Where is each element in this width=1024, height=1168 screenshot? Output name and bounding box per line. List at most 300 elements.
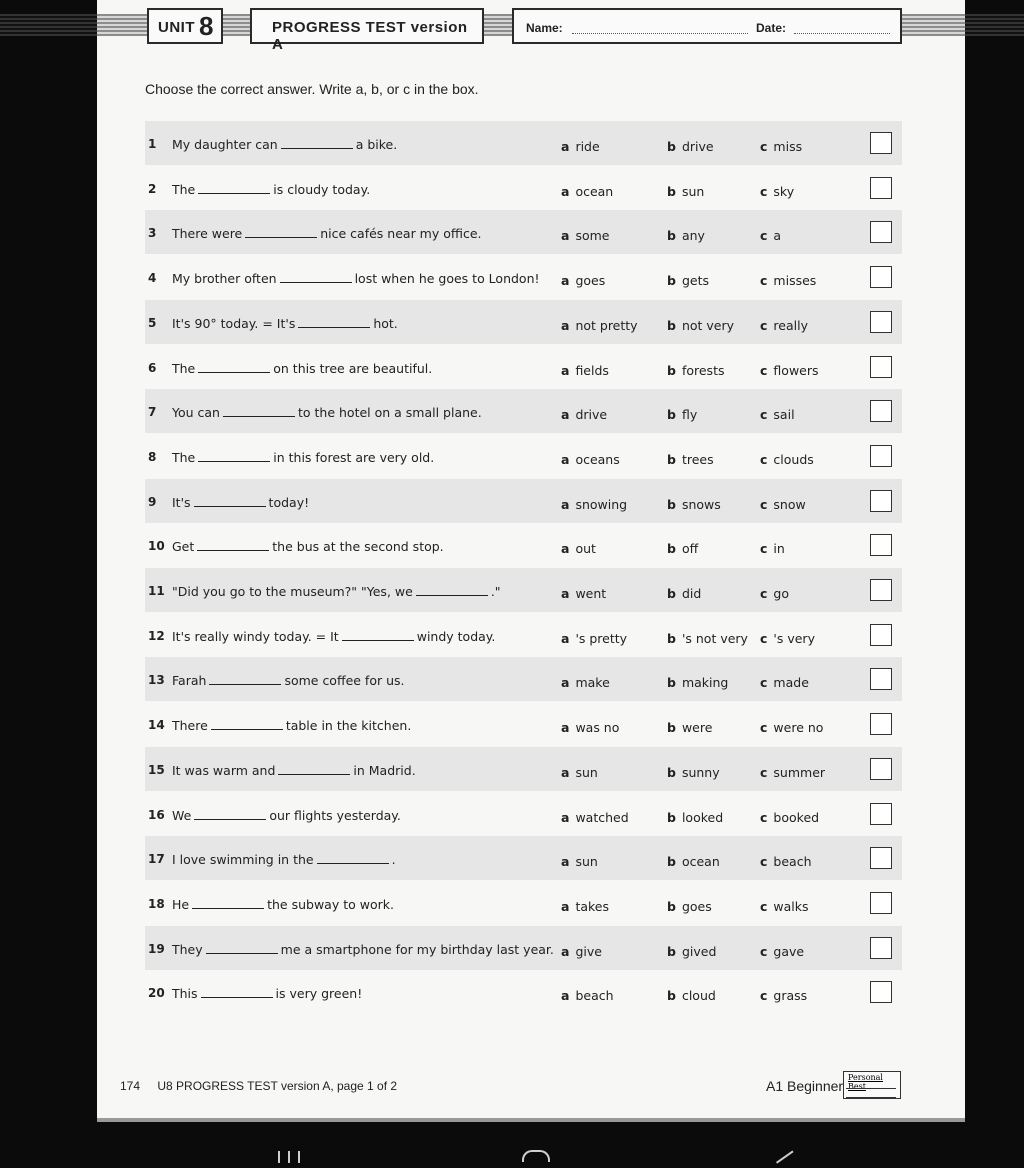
question-text-before: I love swimming in the — [172, 852, 314, 868]
home-icon[interactable] — [522, 1150, 550, 1162]
unit-badge — [147, 8, 223, 44]
question-number: 3 — [148, 226, 157, 241]
question-number: 4 — [148, 271, 157, 286]
option-b — [667, 631, 748, 646]
question-text — [172, 763, 416, 778]
question-text — [172, 629, 495, 644]
answer-blank — [245, 227, 317, 238]
question-text-after: to the hotel on a small plane. — [297, 405, 482, 421]
option-text: 's pretty — [575, 630, 628, 646]
option-letter: c — [760, 273, 768, 289]
option-text: not pretty — [575, 317, 638, 333]
option-text: went — [575, 586, 607, 601]
option-text: off — [681, 541, 699, 557]
option-a — [561, 810, 629, 825]
option-text: miss — [773, 139, 803, 154]
option-a — [561, 765, 598, 780]
option-letter: c — [760, 228, 768, 244]
answer-blank — [198, 451, 270, 462]
question-number: 9 — [148, 494, 157, 509]
option-text: booked — [773, 809, 820, 825]
option-text: 's not very — [681, 630, 748, 646]
option-letter: a — [561, 407, 570, 423]
option-a — [561, 273, 605, 288]
option-text: snowing — [575, 496, 628, 512]
option-letter: c — [760, 720, 768, 736]
answer-box[interactable] — [870, 266, 892, 288]
option-b — [667, 899, 712, 914]
option-letter: b — [667, 809, 676, 825]
option-text: in — [773, 541, 785, 557]
answer-blank — [342, 630, 414, 641]
question-text-after: nice cafés near my office. — [320, 226, 482, 242]
option-text: goes — [681, 898, 712, 914]
question-row — [145, 970, 902, 1014]
question-text — [172, 673, 405, 688]
question-row — [145, 657, 902, 701]
option-a — [561, 452, 620, 467]
question-number: 6 — [148, 360, 157, 375]
option-text: walks — [773, 898, 809, 914]
answer-blank — [194, 496, 266, 507]
question-text — [172, 584, 501, 599]
question-text-after: me a smartphone for my birthday last year. — [280, 941, 554, 957]
option-text: clouds — [773, 451, 814, 467]
option-text: sunny — [681, 764, 720, 780]
test-title: PROGRESS TEST version A — [272, 19, 468, 53]
page-edge — [97, 1118, 965, 1122]
option-letter: c — [760, 183, 768, 199]
question-text — [172, 986, 362, 1001]
question-text-after: in this forest are very old. — [273, 449, 435, 465]
option-c — [760, 318, 808, 333]
question-number: 12 — [148, 628, 165, 643]
option-c — [760, 273, 816, 288]
option-text: sky — [773, 183, 795, 199]
option-letter: b — [667, 362, 676, 378]
option-text: fields — [575, 362, 609, 378]
option-c — [760, 184, 794, 199]
question-text-before: We — [172, 807, 192, 823]
option-letter: c — [760, 854, 768, 870]
option-a — [561, 944, 602, 959]
logo-bar — [846, 1088, 896, 1098]
option-letter: b — [667, 407, 676, 423]
page-label: U8 PROGRESS TEST version A, page 1 of 2 — [157, 1079, 398, 1093]
question-text-before: They — [172, 941, 203, 957]
question-text — [172, 182, 370, 197]
option-text: not very — [681, 317, 735, 333]
option-letter: b — [667, 586, 676, 601]
option-text: ocean — [681, 854, 720, 870]
option-a — [561, 675, 610, 690]
answer-box[interactable] — [870, 356, 892, 378]
option-letter: a — [561, 898, 570, 914]
answer-box[interactable] — [870, 311, 892, 333]
option-a — [561, 899, 609, 914]
name-label: Name: — [526, 21, 563, 35]
answer-blank — [211, 719, 283, 730]
option-text: a — [773, 228, 782, 244]
option-text: any — [681, 228, 705, 244]
option-a — [561, 139, 600, 154]
option-letter: a — [561, 720, 570, 736]
option-letter: b — [667, 317, 676, 333]
option-a — [561, 363, 609, 378]
option-c — [760, 228, 781, 243]
option-b — [667, 810, 723, 825]
question-row — [145, 792, 902, 836]
option-c — [760, 541, 785, 556]
option-letter: b — [667, 943, 676, 959]
option-a — [561, 854, 598, 869]
option-letter: c — [760, 496, 768, 512]
question-text-before: My brother often — [172, 271, 277, 287]
question-number: 15 — [148, 762, 165, 777]
question-text-before: It was warm and — [172, 762, 276, 778]
option-letter: a — [561, 228, 570, 244]
question-text — [172, 495, 309, 510]
unit-number: 8 — [199, 11, 214, 41]
option-text: snow — [773, 496, 806, 512]
footer-left — [120, 1079, 397, 1093]
header-stripe-left — [0, 14, 97, 36]
option-a — [561, 988, 614, 1003]
question-number: 10 — [148, 539, 165, 554]
question-text-after: in Madrid. — [353, 762, 416, 778]
option-letter: a — [561, 496, 570, 512]
option-b — [667, 407, 697, 422]
option-letter: b — [667, 675, 676, 691]
question-text — [172, 808, 401, 823]
question-text-after: a bike. — [355, 137, 398, 152]
option-c — [760, 720, 823, 735]
answer-box[interactable] — [870, 221, 892, 243]
option-letter: c — [760, 407, 768, 423]
question-text-after: hot. — [373, 315, 398, 331]
question-row — [145, 434, 902, 478]
answer-box[interactable] — [870, 981, 892, 1003]
option-text: beach — [575, 988, 614, 1004]
option-text: sun — [575, 854, 598, 870]
question-text-before: He — [172, 896, 190, 912]
answer-blank — [280, 272, 352, 283]
test-title-box — [250, 8, 484, 53]
question-text — [172, 405, 482, 420]
option-letter: b — [667, 630, 676, 646]
question-row — [145, 121, 902, 165]
answer-blank — [198, 183, 270, 194]
question-text-after: . — [391, 852, 396, 868]
option-letter: a — [561, 809, 570, 825]
option-letter: b — [667, 720, 676, 736]
option-text: did — [681, 586, 702, 601]
answer-blank — [192, 898, 264, 909]
option-a — [561, 497, 627, 512]
option-c — [760, 675, 809, 690]
question-text — [172, 361, 432, 376]
header-stripe-right — [965, 14, 1024, 36]
option-c — [760, 586, 789, 601]
answer-blank — [206, 943, 278, 954]
option-letter: a — [561, 183, 570, 199]
option-text: some — [575, 228, 610, 244]
question-text — [172, 718, 411, 733]
option-text: were no — [773, 720, 824, 736]
name-field[interactable] — [572, 33, 748, 34]
option-text: give — [575, 943, 602, 959]
option-b — [667, 854, 720, 869]
option-b — [667, 273, 709, 288]
option-letter: a — [561, 541, 570, 557]
option-a — [561, 228, 609, 243]
option-letter: c — [760, 541, 768, 557]
question-number: 20 — [148, 986, 165, 1001]
question-text-before: This — [172, 986, 198, 1002]
question-number: 5 — [148, 315, 157, 330]
question-text — [172, 316, 398, 331]
answer-box[interactable] — [870, 445, 892, 467]
question-number: 16 — [148, 807, 165, 822]
option-letter: c — [760, 630, 768, 646]
answer-box[interactable] — [870, 892, 892, 914]
option-text: fly — [681, 407, 698, 423]
question-text-after: on this tree are beautiful. — [273, 360, 433, 376]
option-b — [667, 675, 728, 690]
unit-label: UNIT — [158, 19, 195, 36]
option-b — [667, 184, 704, 199]
date-label: Date: — [756, 21, 787, 35]
answer-blank — [223, 406, 295, 417]
question-row — [145, 523, 902, 567]
option-letter: c — [760, 764, 768, 780]
option-text: sun — [681, 183, 705, 199]
question-text-before: Get — [172, 539, 195, 555]
option-letter: b — [667, 988, 676, 1004]
level-label: A1 Beginner — [766, 1078, 844, 1094]
option-letter: a — [561, 139, 570, 154]
option-text: snows — [681, 496, 721, 512]
option-text: gave — [773, 943, 805, 959]
option-text: was no — [575, 720, 620, 736]
option-text: 's very — [773, 630, 815, 646]
answer-blank — [201, 987, 273, 998]
question-number: 13 — [148, 673, 165, 688]
question-text-after: our flights yesterday. — [269, 807, 401, 823]
question-text-after: the bus at the second stop. — [272, 539, 444, 555]
option-letter: a — [561, 854, 570, 870]
option-text: drive — [681, 139, 714, 154]
page-number: 174 — [120, 1079, 141, 1093]
question-text — [172, 226, 482, 241]
option-text: ride — [575, 139, 600, 154]
question-text-before: It's really windy today. = It — [172, 628, 339, 644]
option-a — [561, 586, 606, 601]
option-text: sail — [773, 407, 795, 423]
option-c — [760, 988, 807, 1003]
option-a — [561, 631, 627, 646]
question-text-after: ." — [490, 584, 501, 599]
option-a — [561, 720, 619, 735]
instructions: Choose the correct answer. Write a, b, or c in the box. — [145, 81, 479, 97]
option-letter: b — [667, 228, 676, 244]
option-c — [760, 139, 802, 154]
option-text: oceans — [575, 451, 620, 467]
option-letter: c — [760, 586, 768, 601]
answer-box[interactable] — [870, 937, 892, 959]
question-number: 8 — [148, 449, 157, 464]
option-text: takes — [575, 898, 609, 914]
option-letter: a — [561, 988, 570, 1004]
option-text: make — [575, 675, 610, 691]
question-row — [145, 210, 902, 254]
option-letter: c — [760, 898, 768, 914]
answer-box[interactable] — [870, 758, 892, 780]
question-text-before: There were — [172, 226, 243, 242]
question-text-before: The — [172, 181, 196, 197]
option-text: drive — [575, 407, 608, 423]
personal-best-logo — [843, 1071, 901, 1099]
option-c — [760, 452, 814, 467]
answer-blank — [281, 138, 353, 149]
option-letter: a — [561, 273, 570, 289]
answer-box[interactable] — [870, 803, 892, 825]
option-a — [561, 184, 613, 199]
answer-blank — [298, 317, 370, 328]
question-row — [145, 926, 902, 970]
question-text-before: Farah — [172, 673, 207, 689]
option-letter: c — [760, 809, 768, 825]
answer-box[interactable] — [870, 668, 892, 690]
option-a — [561, 318, 638, 333]
option-letter: a — [561, 630, 570, 646]
answer-blank — [317, 853, 389, 864]
option-text: out — [575, 541, 596, 557]
option-letter: b — [667, 139, 676, 154]
question-row — [145, 747, 902, 791]
option-text: misses — [773, 273, 817, 289]
question-number: 19 — [148, 941, 165, 956]
option-c — [760, 810, 819, 825]
option-letter: c — [760, 317, 768, 333]
answer-box[interactable] — [870, 534, 892, 556]
question-text — [172, 137, 397, 152]
option-a — [561, 407, 607, 422]
question-row — [145, 300, 902, 344]
option-b — [667, 944, 716, 959]
option-c — [760, 407, 795, 422]
answer-blank — [278, 764, 350, 775]
option-text: ocean — [575, 183, 614, 199]
option-letter: b — [667, 541, 676, 557]
option-letter: a — [561, 586, 570, 601]
option-text: grass — [773, 988, 808, 1004]
question-row — [145, 166, 902, 210]
option-letter: a — [561, 362, 570, 378]
option-b — [667, 139, 714, 154]
question-text-before: It's — [172, 494, 191, 510]
option-a — [561, 541, 596, 556]
date-field[interactable] — [794, 33, 890, 34]
option-c — [760, 899, 809, 914]
answer-box[interactable] — [870, 400, 892, 422]
question-text-after: is cloudy today. — [273, 181, 371, 197]
option-b — [667, 765, 720, 780]
question-text — [172, 897, 394, 912]
question-number: 17 — [148, 852, 165, 867]
question-text-before: My daughter can — [172, 137, 278, 152]
question-row — [145, 613, 902, 657]
question-text-after: today! — [268, 494, 310, 510]
question-text — [172, 942, 554, 957]
question-number: 11 — [148, 584, 165, 598]
option-letter: a — [561, 943, 570, 959]
option-b — [667, 228, 705, 243]
option-b — [667, 452, 714, 467]
option-text: were — [681, 720, 713, 736]
option-text: sun — [575, 764, 598, 780]
question-text — [172, 852, 396, 867]
option-letter: c — [760, 139, 768, 154]
option-text: trees — [681, 451, 714, 467]
option-text: gets — [681, 273, 709, 289]
question-number: 18 — [148, 896, 165, 911]
option-text: summer — [773, 764, 826, 780]
question-text-before: The — [172, 360, 196, 376]
option-c — [760, 497, 806, 512]
option-b — [667, 586, 701, 601]
answer-blank — [194, 809, 266, 820]
question-row — [145, 702, 902, 746]
option-text: really — [773, 317, 808, 333]
option-text: go — [773, 586, 790, 601]
answer-box[interactable] — [870, 579, 892, 601]
option-b — [667, 720, 712, 735]
answer-box[interactable] — [870, 177, 892, 199]
question-text — [172, 450, 434, 465]
question-text-after: some coffee for us. — [284, 673, 405, 689]
option-text: flowers — [773, 362, 819, 378]
option-letter: a — [561, 675, 570, 691]
name-date-box — [512, 8, 902, 44]
option-c — [760, 631, 815, 646]
answer-blank — [209, 674, 281, 685]
option-letter: b — [667, 898, 676, 914]
answer-box[interactable] — [870, 713, 892, 735]
question-row — [145, 836, 902, 880]
answer-blank — [197, 540, 269, 551]
recent-apps-icon[interactable] — [278, 1150, 308, 1162]
option-letter: b — [667, 183, 676, 199]
option-letter: c — [760, 943, 768, 959]
question-number: 2 — [148, 181, 157, 196]
option-c — [760, 765, 825, 780]
question-text-before: "Did you go to the museum?" "Yes, we — [172, 584, 413, 599]
option-b — [667, 497, 721, 512]
option-b — [667, 988, 716, 1003]
question-text-after: lost when he goes to London! — [354, 271, 540, 287]
option-c — [760, 944, 804, 959]
question-text-before: There — [172, 718, 208, 734]
question-text-after: windy today. — [416, 628, 496, 644]
answer-box[interactable] — [870, 132, 892, 154]
option-b — [667, 363, 724, 378]
answer-box[interactable] — [870, 624, 892, 646]
answer-box[interactable] — [870, 847, 892, 869]
answer-box[interactable] — [870, 490, 892, 512]
question-text-before: You can — [172, 405, 220, 421]
option-letter: c — [760, 675, 768, 691]
